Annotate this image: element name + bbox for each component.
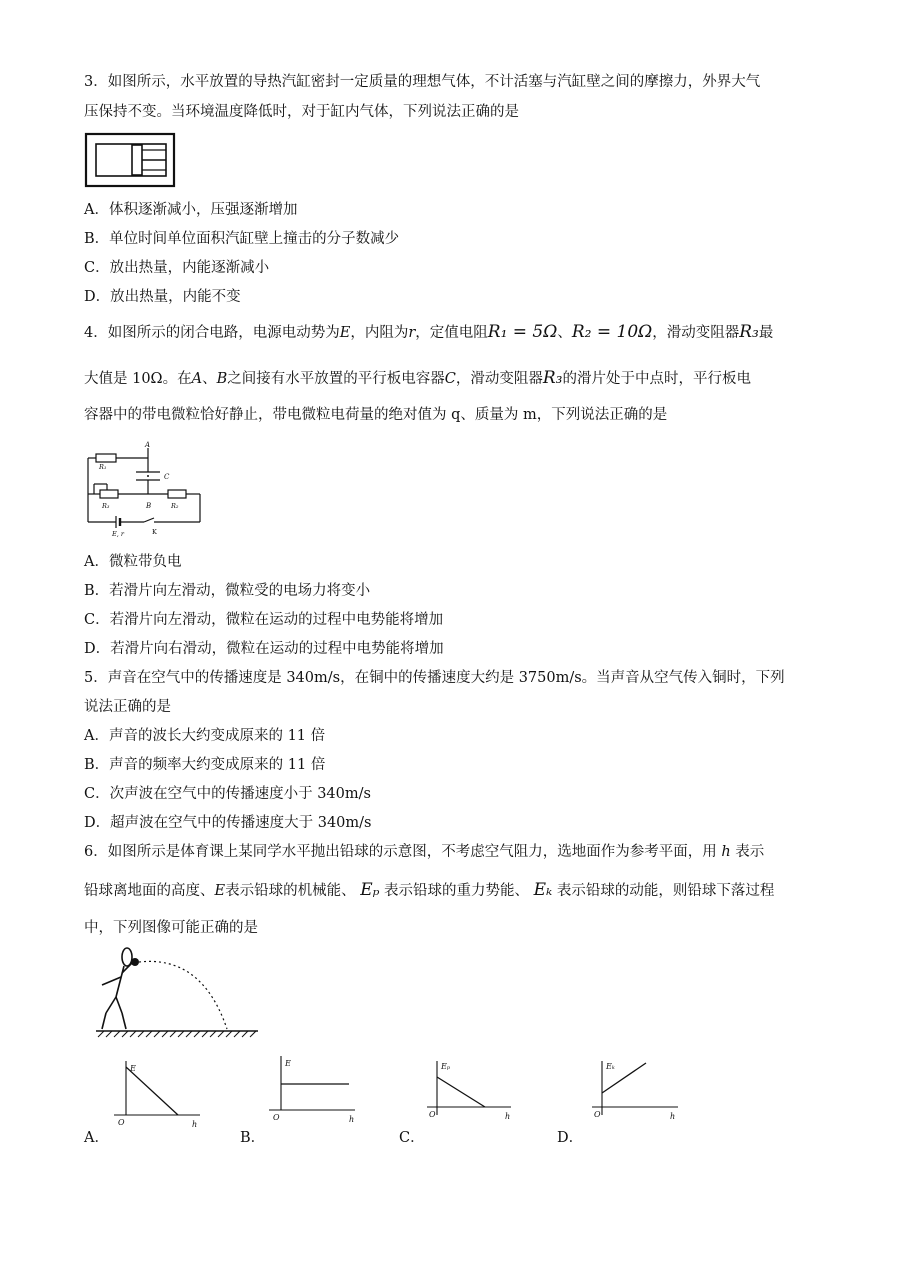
graph-c-origin: O (429, 1110, 436, 1119)
q4-option-d: D．若滑片向右滑动，微粒在运动的过程中电势能将增加 (84, 641, 444, 657)
q4-option-b: B．若滑片向左滑动，微粒受的电场力将变小 (84, 583, 371, 599)
q5-option-b: B．声音的频率大约变成原来的 11 倍 (84, 757, 326, 773)
graph-c-option: C． (399, 1130, 425, 1146)
q4-option-a: A．微粒带负电 (84, 554, 182, 570)
graph-b (265, 1050, 365, 1125)
circuit-label-c: C (164, 473, 170, 481)
graph-d-xlabel: h (670, 1112, 676, 1121)
circuit-label-b: B (146, 502, 152, 510)
q6-stem-line1: 6．如图所示是体育课上某同学水平抛出铅球的示意图，不考虑空气阻力，选地面作为参考平面，用 h 表示 (84, 844, 765, 860)
q3-option-d: D．放出热量，内能不变 (84, 289, 241, 305)
q5-option-c: C．次声波在空气中的传播速度小于 340m/s (84, 786, 371, 802)
shot-put-illustration (92, 945, 262, 1040)
circuit-label-k: K (152, 528, 157, 536)
graph-c-ylabel: Eₚ (441, 1062, 451, 1071)
cylinder-piston-figure (84, 131, 180, 189)
graph-d-origin: O (594, 1110, 601, 1119)
graph-b-ylabel: E (285, 1059, 291, 1068)
q3-option-c: C．放出热量，内能逐渐减小 (84, 260, 270, 276)
graph-c (425, 1055, 525, 1130)
graph-b-xlabel: h (349, 1115, 355, 1124)
circuit-label-r1: R₁ (99, 463, 107, 471)
graph-a-origin: O (118, 1118, 125, 1127)
q4-stem-line3: 容器中的带电微粒恰好静止，带电微粒电荷量的绝对值为 q、质量为 m，下列说法正确的是 (84, 407, 668, 423)
circuit-label-r3: R₃ (102, 502, 110, 510)
q3-option-b: B．单位时间单位面积汽缸壁上撞击的分子数减少 (84, 231, 400, 247)
graph-a (110, 1055, 210, 1130)
q6-stem-line3: 中，下列图像可能正确的是 (84, 920, 258, 936)
q5-stem-line1: 5．声音在空气中的传播速度是 340m/s，在铜中的传播速度大约是 3750m/s。当声音从空气传入铜时，下列 (84, 670, 785, 686)
circuit-diagram (80, 438, 210, 538)
q4-option-c: C．若滑片向左滑动，微粒在运动的过程中电势能将增加 (84, 612, 444, 628)
q6-stem-line2: 铅球离地面的高度、E表示铅球的机械能、 Eₚ 表示铅球的重力势能、 Eₖ 表示铅球的动能，则铅球下落过程 (84, 880, 775, 900)
q5-option-a: A．声音的波长大约变成原来的 11 倍 (84, 728, 326, 744)
graph-a-ylabel: E (130, 1064, 136, 1073)
graph-d-ylabel: Eₖ (606, 1062, 615, 1071)
graph-a-xlabel: h (192, 1120, 198, 1129)
circuit-label-r2: R₂ (171, 502, 179, 510)
circuit-label-a: A (145, 441, 151, 449)
graph-a-option: A． (84, 1130, 109, 1146)
graph-b-origin: O (273, 1113, 280, 1122)
q5-option-d: D．超声波在空气中的传播速度大于 340m/s (84, 815, 372, 831)
graph-d-option: D． (557, 1130, 584, 1146)
graph-c-xlabel: h (505, 1112, 511, 1121)
q5-stem-line2: 说法正确的是 (84, 699, 171, 715)
q4-stem-line2: 大值是 10Ω。在A、B之间接有水平放置的平行板电容器C，滑动变阻器R₃的滑片处于中点时，平行板电 (84, 368, 751, 388)
q3-option-a: A．体积逐渐减小，压强逐渐增加 (84, 202, 298, 218)
q3-stem-line2: 压保持不变。当环境温度降低时，对于缸内气体，下列说法正确的是 (84, 104, 519, 120)
q3-stem-line1: 3．如图所示，水平放置的导热汽缸密封一定质量的理想气体，不计活塞与汽缸壁之间的摩擦力，外界大气 (84, 74, 761, 90)
graph-d (588, 1055, 688, 1130)
q4-stem-line1: 4．如图所示的闭合电路，电源电动势为E，内阻为r，定值电阻R₁ = 5Ω、R₂ = 10Ω，滑动变阻器R₃最 (84, 322, 774, 342)
graph-b-option: B． (240, 1130, 266, 1146)
circuit-label-er: E, r (112, 530, 124, 538)
